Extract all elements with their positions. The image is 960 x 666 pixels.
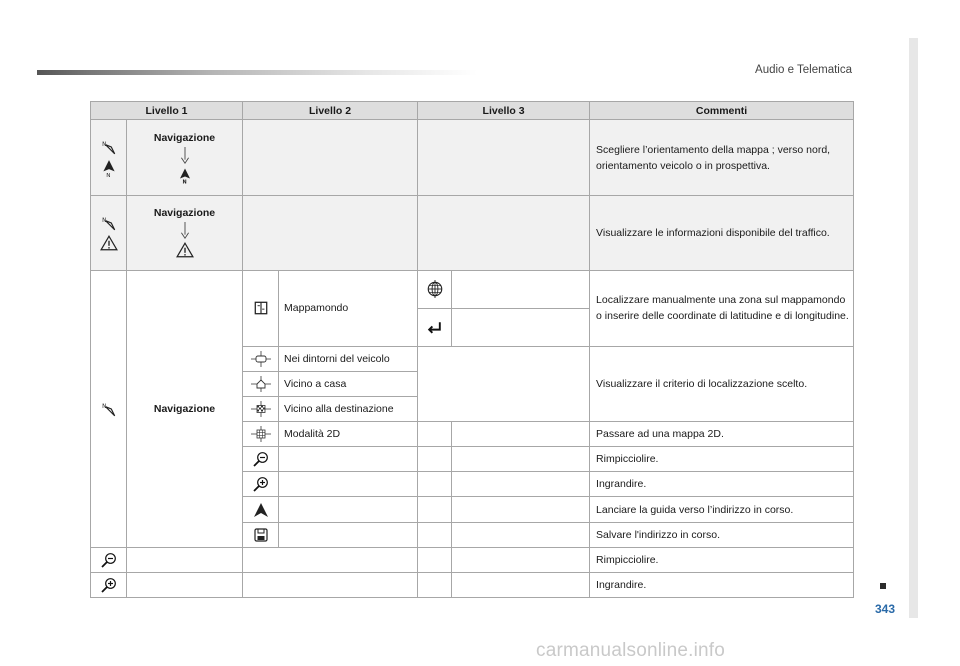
level3-empty-cell — [418, 447, 452, 472]
level3-empty-cell — [452, 522, 590, 547]
comment-cell: Ingrandire. — [590, 472, 854, 497]
level3-empty-cell — [418, 572, 452, 597]
level1-cell — [127, 120, 243, 196]
traffic-warning-icon[interactable] — [100, 235, 118, 251]
arrow-down-icon — [180, 222, 190, 240]
level3-empty-cell — [452, 547, 590, 572]
level1-empty-cell — [127, 547, 243, 572]
header-commenti: Commenti — [590, 102, 854, 120]
compass-north-icon[interactable] — [101, 139, 117, 155]
page-number: 343 — [875, 602, 896, 616]
comment-cell: Localizzare manualmente una zona sul mappamondo o inserire delle coordinate di latitudine e di longitudine. — [590, 270, 854, 346]
level3-empty-cell — [452, 308, 590, 346]
zoom-out-icon[interactable] — [252, 451, 270, 467]
compass-north-icon[interactable] — [101, 215, 117, 231]
comment-cell: Visualizzare il criterio di localizzazione scelto. — [590, 346, 854, 421]
level1-label: Navigazione — [127, 270, 243, 547]
header-livello-3: Livello 3 — [418, 102, 590, 120]
comment-cell: Scegliere l’orientamento della mappa ; verso nord, orientamento veicolo o in prospettiva. — [590, 120, 854, 196]
globe-grid-icon[interactable] — [426, 280, 444, 298]
zoom-in-icon[interactable] — [100, 577, 118, 593]
page-marker — [880, 583, 886, 589]
level3-empty-cell — [452, 270, 590, 308]
level2-label-vicinity-destination[interactable]: Vicino alla destinazione — [279, 397, 418, 422]
comment-cell: Ingrandire. — [590, 572, 854, 597]
level1-empty-cell — [127, 572, 243, 597]
level2-icon-cell — [243, 346, 279, 371]
table-row — [91, 196, 854, 270]
level3-empty-cell — [452, 447, 590, 472]
level1-cell — [127, 196, 243, 270]
level2-empty-cell — [279, 522, 418, 547]
level3-empty-cell — [452, 572, 590, 597]
level3-empty-cell — [418, 472, 452, 497]
level2-label-mappamondo[interactable]: Mappamondo — [279, 270, 418, 346]
level1-label: Navigazione — [153, 207, 216, 220]
map-book-icon[interactable] — [253, 300, 269, 316]
level3-empty-cell — [418, 547, 452, 572]
header-livello-2: Livello 2 — [243, 102, 418, 120]
traffic-warning-icon[interactable] — [176, 242, 194, 258]
level3-empty-cell — [452, 422, 590, 447]
crosshair-grid-icon[interactable] — [251, 426, 271, 442]
comment-cell: Rimpicciolire. — [590, 447, 854, 472]
level2-label-2d-mode[interactable]: Modalità 2D — [279, 422, 418, 447]
level2-icon-cell — [243, 447, 279, 472]
level3-empty-cell — [418, 346, 590, 421]
level3-empty-cell — [418, 120, 590, 196]
comment-cell: Visualizzare le informazioni disponibile del traffico. — [590, 196, 854, 270]
page-edge-strip — [909, 38, 918, 618]
level2-empty-cell — [243, 572, 418, 597]
menu-table — [90, 101, 854, 598]
save-disk-icon[interactable] — [253, 527, 269, 543]
level2-label-vicinity-vehicle[interactable]: Nei dintorni del veicolo — [279, 346, 418, 371]
crosshair-vehicle-icon[interactable] — [251, 351, 271, 367]
level2-empty-cell — [279, 447, 418, 472]
table-row — [91, 547, 854, 572]
level2-empty-cell — [243, 120, 418, 196]
level2-label-vicinity-home[interactable]: Vicino a casa — [279, 372, 418, 397]
comment-cell: Lanciare la guida verso l’indirizzo in corso. — [590, 497, 854, 522]
level3-empty-cell — [452, 497, 590, 522]
level3-empty-cell — [452, 472, 590, 497]
level1-icons-cell — [91, 120, 127, 196]
map-north-orientation-icon[interactable] — [178, 167, 192, 184]
level1-icon-cell — [91, 270, 127, 547]
header-gradient-bar — [37, 70, 477, 75]
level1-label: Navigazione — [153, 131, 216, 144]
level3-empty-cell — [418, 422, 452, 447]
zoom-out-icon[interactable] — [100, 552, 118, 568]
enter-return-icon[interactable] — [426, 320, 443, 335]
level2-empty-cell — [279, 497, 418, 522]
arrow-down-icon — [180, 147, 190, 165]
level3-empty-cell — [418, 196, 590, 270]
crosshair-destination-icon[interactable] — [251, 401, 271, 417]
level2-icon-cell — [243, 422, 279, 447]
map-north-orientation-icon[interactable] — [101, 159, 117, 177]
start-guidance-icon[interactable] — [253, 502, 269, 518]
comment-cell: Passare ad una mappa 2D. — [590, 422, 854, 447]
level2-empty-cell — [243, 196, 418, 270]
header-livello-1: Livello 1 — [91, 102, 243, 120]
table-row — [91, 270, 854, 308]
level2-icon-cell — [243, 397, 279, 422]
level2-empty-cell — [279, 472, 418, 497]
table-header-row — [91, 102, 854, 120]
level2-empty-cell — [243, 547, 418, 572]
section-title: Audio e Telematica — [755, 64, 852, 76]
zoom-in-icon[interactable] — [252, 476, 270, 492]
table-row — [91, 120, 854, 196]
level3-icon-cell — [418, 270, 452, 308]
table-row — [91, 572, 854, 597]
level2-icon-cell — [243, 497, 279, 522]
level1-icons-cell — [91, 196, 127, 270]
crosshair-home-icon[interactable] — [251, 376, 271, 392]
level2-icon-cell — [243, 270, 279, 346]
level1-icon-cell — [91, 572, 127, 597]
level2-icon-cell — [243, 472, 279, 497]
level3-empty-cell — [418, 522, 452, 547]
watermark: carmanualsonline.info — [536, 640, 726, 661]
level3-empty-cell — [418, 497, 452, 522]
level2-icon-cell — [243, 372, 279, 397]
level1-icon-cell — [91, 547, 127, 572]
level3-icon-cell — [418, 308, 452, 346]
level2-icon-cell — [243, 522, 279, 547]
comment-cell: Salvare l'indirizzo in corso. — [590, 522, 854, 547]
comment-cell: Rimpicciolire. — [590, 547, 854, 572]
compass-north-icon[interactable] — [101, 401, 117, 417]
